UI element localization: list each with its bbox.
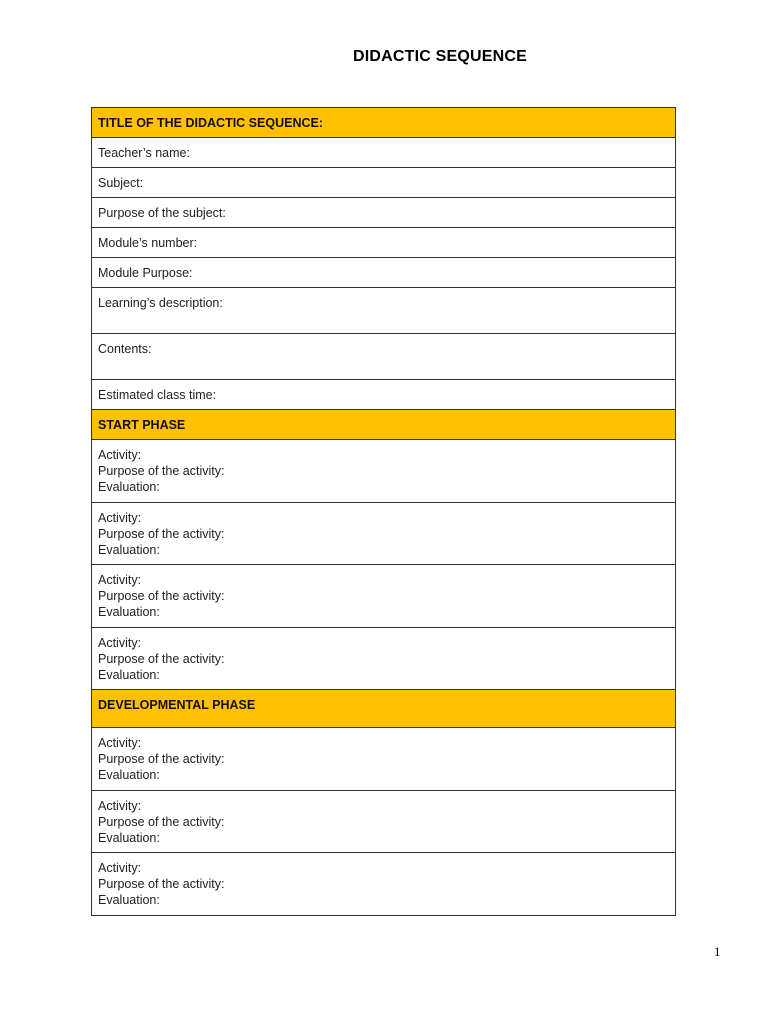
activity-purpose-label: Purpose of the activity: bbox=[98, 527, 225, 541]
activity-row bbox=[92, 628, 676, 690]
didactic-sequence-form bbox=[91, 107, 676, 916]
activity-purpose-label: Purpose of the activity: bbox=[98, 815, 225, 829]
start-phase-title: START PHASE bbox=[92, 410, 676, 440]
activity-row bbox=[92, 503, 676, 565]
activity-label: Activity: bbox=[98, 636, 142, 650]
activity-evaluation-label: Evaluation: bbox=[98, 768, 160, 782]
activity-label: Activity: bbox=[98, 736, 142, 750]
field-subject[interactable]: Subject: bbox=[92, 168, 676, 198]
activity-evaluation-label: Evaluation: bbox=[98, 480, 160, 494]
document-title: DIDACTIC SEQUENCE bbox=[352, 48, 528, 65]
field-row bbox=[92, 138, 676, 168]
start-phase-header-row bbox=[92, 410, 676, 440]
dev-activity-cell-1[interactable] bbox=[92, 728, 676, 791]
field-row bbox=[92, 380, 676, 410]
start-activity-cell-1[interactable] bbox=[92, 440, 676, 503]
activity-purpose-label: Purpose of the activity: bbox=[98, 652, 225, 666]
field-row bbox=[92, 258, 676, 288]
activity-row bbox=[92, 791, 676, 853]
activity-evaluation-label: Evaluation: bbox=[98, 893, 160, 907]
start-activity-cell-4[interactable] bbox=[92, 628, 676, 690]
start-activity-cell-3[interactable] bbox=[92, 565, 676, 628]
activity-purpose-label: Purpose of the activity: bbox=[98, 464, 225, 478]
field-row bbox=[92, 198, 676, 228]
activity-evaluation-label: Evaluation: bbox=[98, 831, 160, 845]
field-estimated-class-time[interactable]: Estimated class time: bbox=[92, 380, 676, 410]
developmental-phase-title: DEVELOPMENTAL PHASE bbox=[92, 690, 676, 728]
field-row bbox=[92, 334, 676, 380]
page-number: 1 bbox=[714, 944, 721, 959]
field-row bbox=[92, 288, 676, 334]
activity-row bbox=[92, 565, 676, 628]
start-activity-cell-2[interactable] bbox=[92, 503, 676, 565]
activity-evaluation-label: Evaluation: bbox=[98, 605, 160, 619]
field-contents[interactable]: Contents: bbox=[92, 334, 676, 380]
activity-label: Activity: bbox=[98, 448, 142, 462]
activity-label: Activity: bbox=[98, 861, 142, 875]
field-module-number[interactable]: Module’s number: bbox=[92, 228, 676, 258]
field-module-purpose[interactable]: Module Purpose: bbox=[92, 258, 676, 288]
activity-purpose-label: Purpose of the activity: bbox=[98, 877, 225, 891]
dev-activity-cell-3[interactable] bbox=[92, 853, 676, 916]
section-header-title: TITLE OF THE DIDACTIC SEQUENCE: bbox=[92, 108, 676, 138]
activity-label: Activity: bbox=[98, 511, 142, 525]
activity-row bbox=[92, 728, 676, 791]
field-row bbox=[92, 228, 676, 258]
dev-activity-cell-2[interactable] bbox=[92, 791, 676, 853]
section-header-row bbox=[92, 108, 676, 138]
activity-row bbox=[92, 853, 676, 916]
activity-evaluation-label: Evaluation: bbox=[98, 668, 160, 682]
field-learnings-description[interactable]: Learning’s description: bbox=[92, 288, 676, 334]
field-purpose-of-subject[interactable]: Purpose of the subject: bbox=[92, 198, 676, 228]
activity-purpose-label: Purpose of the activity: bbox=[98, 589, 225, 603]
field-row bbox=[92, 168, 676, 198]
activity-row bbox=[92, 440, 676, 503]
field-teachers-name[interactable]: Teacher’s name: bbox=[92, 138, 676, 168]
activity-label: Activity: bbox=[98, 573, 142, 587]
activity-evaluation-label: Evaluation: bbox=[98, 543, 160, 557]
activity-label: Activity: bbox=[98, 799, 142, 813]
activity-purpose-label: Purpose of the activity: bbox=[98, 752, 225, 766]
developmental-phase-header-row bbox=[92, 690, 676, 728]
